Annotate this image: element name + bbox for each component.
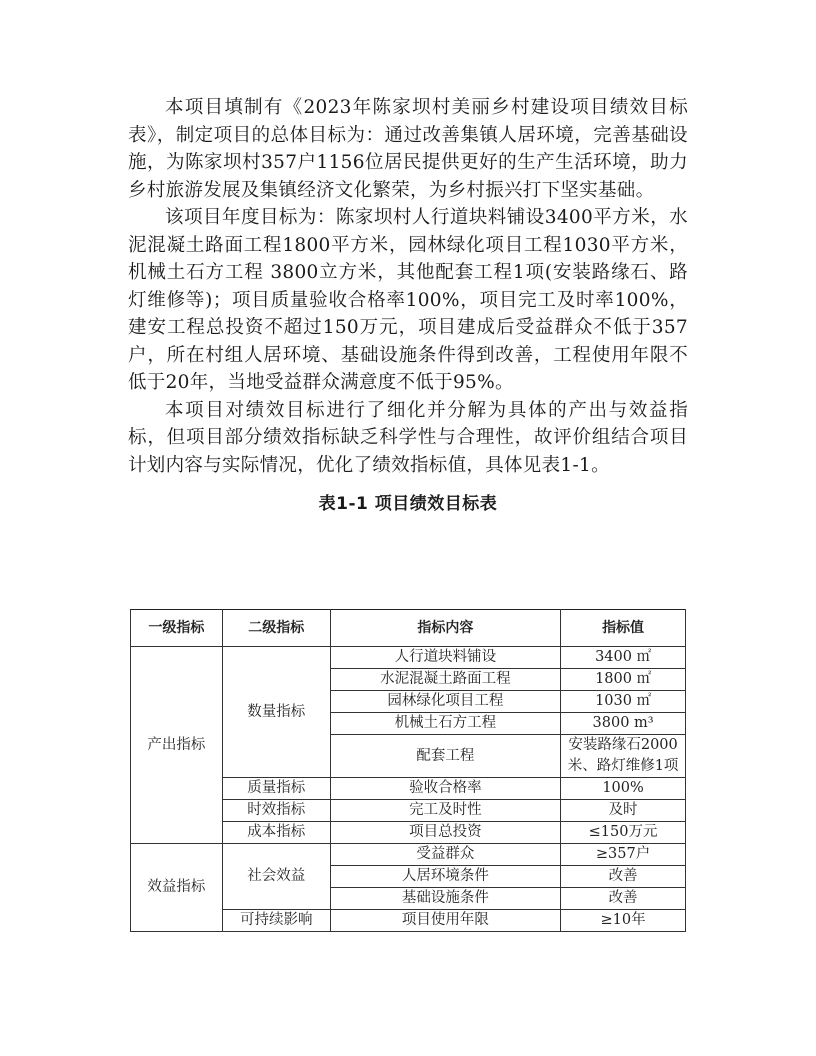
header-content: 指标内容 bbox=[330, 610, 561, 647]
value-cell: 100% bbox=[561, 778, 686, 800]
content-cell: 机械土石方工程 bbox=[330, 713, 561, 735]
performance-target-table bbox=[130, 609, 686, 932]
header-level2: 二级指标 bbox=[222, 610, 330, 647]
level1-cell: 效益指标 bbox=[131, 844, 223, 932]
content-cell: 配套工程 bbox=[330, 735, 561, 778]
value-cell: 1800 ㎡ bbox=[561, 669, 686, 691]
value-cell: ≤150万元 bbox=[561, 822, 686, 844]
level1-cell: 产出指标 bbox=[131, 647, 223, 844]
value-cell: 改善 bbox=[561, 888, 686, 910]
content-cell: 基础设施条件 bbox=[330, 888, 561, 910]
table-row bbox=[131, 647, 686, 669]
level2-cell: 质量指标 bbox=[222, 778, 330, 800]
value-cell: 1030 ㎡ bbox=[561, 691, 686, 713]
value-cell: 安装路缘石2000米、路灯维修1项 bbox=[561, 735, 686, 778]
content-cell: 人居环境条件 bbox=[330, 866, 561, 888]
document-page bbox=[128, 94, 688, 526]
level2-cell: 社会效益 bbox=[222, 844, 330, 910]
content-cell: 受益群众 bbox=[330, 844, 561, 866]
paragraph-indicator-refinement: 本项目对绩效目标进行了细化并分解为具体的产出与效益指标，但项目部分绩效指标缺乏科学性与合理性，故评价组结合项目计划内容与实际情况，优化了绩效指标值，具体见表1-1。 bbox=[128, 399, 688, 476]
value-cell: 改善 bbox=[561, 866, 686, 888]
value-cell: 及时 bbox=[561, 800, 686, 822]
level2-cell: 时效指标 bbox=[222, 800, 330, 822]
content-cell: 园林绿化项目工程 bbox=[330, 691, 561, 713]
level2-cell: 成本指标 bbox=[222, 822, 330, 844]
content-cell: 人行道块料铺设 bbox=[330, 647, 561, 669]
header-value: 指标值 bbox=[561, 610, 686, 647]
content-cell: 水泥混凝土路面工程 bbox=[330, 669, 561, 691]
table-caption: 表1-1 项目绩效目标表 bbox=[318, 494, 498, 514]
content-cell: 验收合格率 bbox=[330, 778, 561, 800]
content-cell: 完工及时性 bbox=[330, 800, 561, 822]
table-header-row bbox=[131, 610, 686, 647]
paragraph-annual-goal: 该项目年度目标为：陈家坝村人行道块料铺设3400平方米，水泥混凝土路面工程1800平方米，园林绿化项目工程1030平方米，机械土石方工程 3800立方米，其他配套工程1项(安装路缘石、路灯维修等)；项目质量验收合格率100%，项目完工及时率100%，建安工程总投资不超过150万元，项目建成后受益群众不低于357户，所在村组人居环境、基础设施条件得到改善，工程使用年限不低于20年，当地受益群众满意度不低于95%。 bbox=[128, 207, 688, 393]
value-cell: 3800 m³ bbox=[561, 713, 686, 735]
paragraph-overall-goal: 本项目填制有《2023年陈家坝村美丽乡村建设项目绩效目标表》，制定项目的总体目标为：通过改善集镇人居环境，完善基础设施，为陈家坝村357户1156位居民提供更好的生产生活环境，助力乡村旅游发展及集镇经济文化繁荣，为乡村振兴打下坚实基础。 bbox=[128, 97, 688, 201]
value-cell: ≥10年 bbox=[561, 910, 686, 932]
level2-cell: 可持续影响 bbox=[222, 910, 330, 932]
value-cell: ≥357户 bbox=[561, 844, 686, 866]
header-level1: 一级指标 bbox=[131, 610, 223, 647]
content-cell: 项目总投资 bbox=[330, 822, 561, 844]
content-cell: 项目使用年限 bbox=[330, 910, 561, 932]
level2-cell: 数量指标 bbox=[222, 647, 330, 778]
value-cell: 3400 ㎡ bbox=[561, 647, 686, 669]
table-row bbox=[131, 844, 686, 866]
